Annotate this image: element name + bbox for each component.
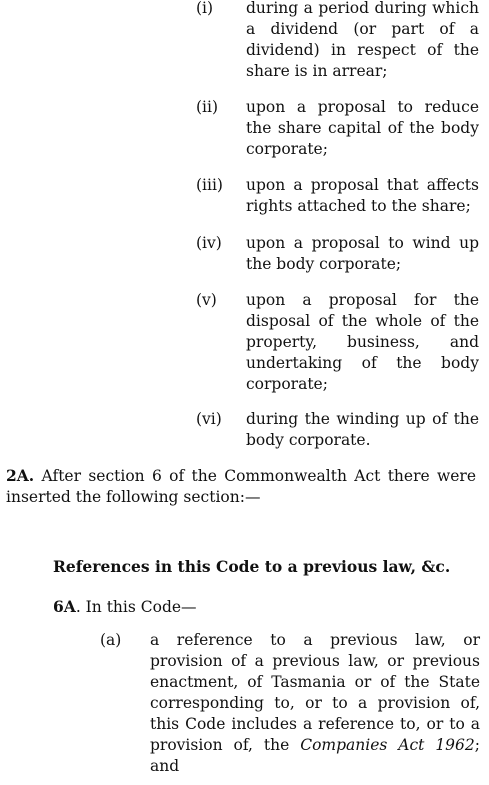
paragraph-text-end: ; and — [150, 736, 480, 775]
section-6a-text: . In this Code— — [75, 598, 197, 616]
subpara-text: upon a proposal for the disposal of the whole of the property, business, and undertaking of the body corporate; — [246, 291, 479, 393]
paragraph-number: (a) — [100, 631, 122, 649]
paragraph-text-main: a reference to a previous law, or provision of a previous law, or previous enactment, of Tasmania or of the State corresponding to, or to a provision of, this Code includes a reference to, or to a provision of, the — [150, 631, 480, 754]
section-heading: References in this Code to a previous law, &c. — [53, 557, 451, 576]
subpara-text: during a period during which a dividend (or part of a dividend) in respect of the share is in arrear; — [246, 0, 479, 80]
subpara-number: (v) — [196, 291, 217, 309]
subpara-text: upon a proposal to reduce the share capital of the body corporate; — [246, 98, 479, 158]
section-2a — [6, 465, 476, 508]
subpara-number: (i) — [196, 0, 214, 17]
subpara-number: (vi) — [196, 410, 222, 428]
paragraph-text — [150, 630, 480, 777]
subpara-number: (iv) — [196, 234, 222, 252]
subpara-text: upon a proposal that affects rights attached to the share; — [246, 176, 479, 215]
section-2a-text: After section 6 of the Commonwealth Act there were inserted the following section:— — [6, 467, 476, 506]
act-title: Companies Act 1962 — [300, 736, 475, 754]
subpara-number: (iii) — [196, 176, 223, 194]
section-2a-label: 2A. — [6, 466, 35, 485]
section-6a — [53, 596, 483, 618]
subpara-text: upon a proposal to wind up the body corporate; — [246, 234, 479, 273]
subpara-number: (ii) — [196, 98, 219, 116]
subpara-text: during the winding up of the body corporate. — [246, 410, 479, 449]
section-6a-label: 6A — [53, 597, 76, 616]
